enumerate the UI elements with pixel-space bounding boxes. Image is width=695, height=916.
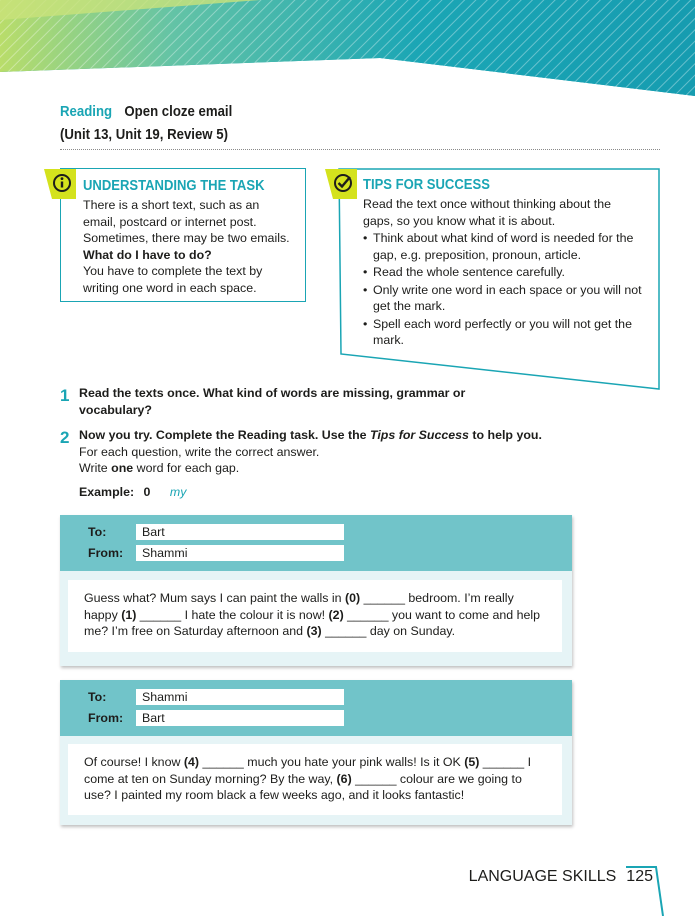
tips-intro-line: gaps, so you know what it is about. [363, 213, 556, 228]
info-icon [44, 169, 76, 199]
checkmark-icon [325, 169, 357, 199]
example-label: Example: [79, 485, 135, 499]
q1-line: vocabulary? [79, 402, 152, 417]
question-2-text [79, 427, 579, 477]
from-label: From: [88, 711, 124, 725]
task-line: Sometimes, there may be two emails. [83, 231, 290, 245]
email-2-body [68, 744, 562, 815]
page-number: 125 [626, 868, 653, 885]
to-label: To: [88, 525, 107, 539]
question-1-text [79, 385, 549, 418]
question-1-number: 1 [60, 386, 70, 405]
q1-line: Read the texts once. What kind of words are missing, grammar or [79, 386, 466, 400]
email-1 [60, 515, 572, 666]
task-subheading: What do I have to do? [83, 247, 212, 262]
example-line [79, 484, 186, 501]
tips-intro [363, 196, 653, 229]
understanding-task-heading: UNDERSTANDING THE TASK [83, 178, 265, 194]
footer-section: LANGUAGE SKILLS [468, 868, 617, 885]
q2-line: Write one word for each gap. [79, 461, 240, 475]
from-field: Bart [136, 710, 344, 726]
from-field: Shammi [136, 545, 344, 561]
tips-box [338, 168, 662, 392]
task-line: There is a short text, such as an [83, 198, 260, 212]
tips-intro-line: Read the text once without thinking about the [363, 197, 611, 211]
section-name: Open cloze email [124, 103, 233, 120]
tip-item: • Only write one word in each space or you will not get the mark. [363, 282, 655, 315]
understanding-task-box [60, 168, 306, 302]
email-line: Of course! I know (4) ______ much you hate your pink walls! Is it OK (5) ______ I [84, 755, 532, 769]
section-subtitle: (Unit 13, Unit 19, Review 5) [60, 126, 228, 143]
question-2-number: 2 [60, 428, 70, 447]
from-label: From: [88, 546, 124, 560]
understanding-task-text [83, 197, 305, 296]
divider [60, 149, 660, 150]
tips-list [363, 230, 655, 350]
example-number: 0 [143, 485, 151, 499]
example-answer: my [169, 485, 187, 499]
email-1-body [68, 580, 562, 652]
tip-item: • Think about what kind of word is needed for the gap, e.g. preposition, pronoun, article. [363, 230, 655, 263]
email-line: come at ten on Sunday morning? By the way, (6) ______ colour are we going to [84, 771, 522, 786]
to-field: Shammi [136, 689, 344, 705]
section-label: Reading [60, 103, 113, 120]
email-1-header [60, 515, 572, 571]
task-line: You have to complete the text by [83, 264, 263, 278]
to-field: Bart [136, 524, 344, 540]
q2-line: For each question, write the correct answer. [79, 444, 320, 459]
page-corner-mark [626, 866, 666, 916]
email-line: Guess what? Mum says I can paint the walls in (0) ______ bedroom. I’m really [84, 591, 514, 605]
email-line: happy (1) ______ I hate the colour it is now! (2) ______ you want to come and help [84, 607, 541, 622]
top-banner [0, 0, 695, 100]
tips-heading: TIPS FOR SUCCESS [363, 177, 490, 193]
q2-instruction: Now you try. Complete the Reading task. Use the Tips for Success to help you. [79, 428, 542, 442]
tip-item: • Spell each word perfectly or you will not get the mark. [363, 316, 655, 349]
section-title [60, 103, 232, 120]
task-line: writing one word in each space. [83, 280, 257, 295]
email-2-header [60, 680, 572, 736]
email-2 [60, 680, 572, 825]
email-line: me? I’m free on Saturday afternoon and (3) ______ day on Sunday. [84, 624, 456, 638]
task-line: email, postcard or internet post. [83, 214, 257, 229]
tip-item: • Read the whole sentence carefully. [363, 264, 655, 281]
to-label: To: [88, 690, 107, 704]
email-line: use? I painted my room black a few weeks ago, and it looks fantastic! [84, 788, 465, 802]
